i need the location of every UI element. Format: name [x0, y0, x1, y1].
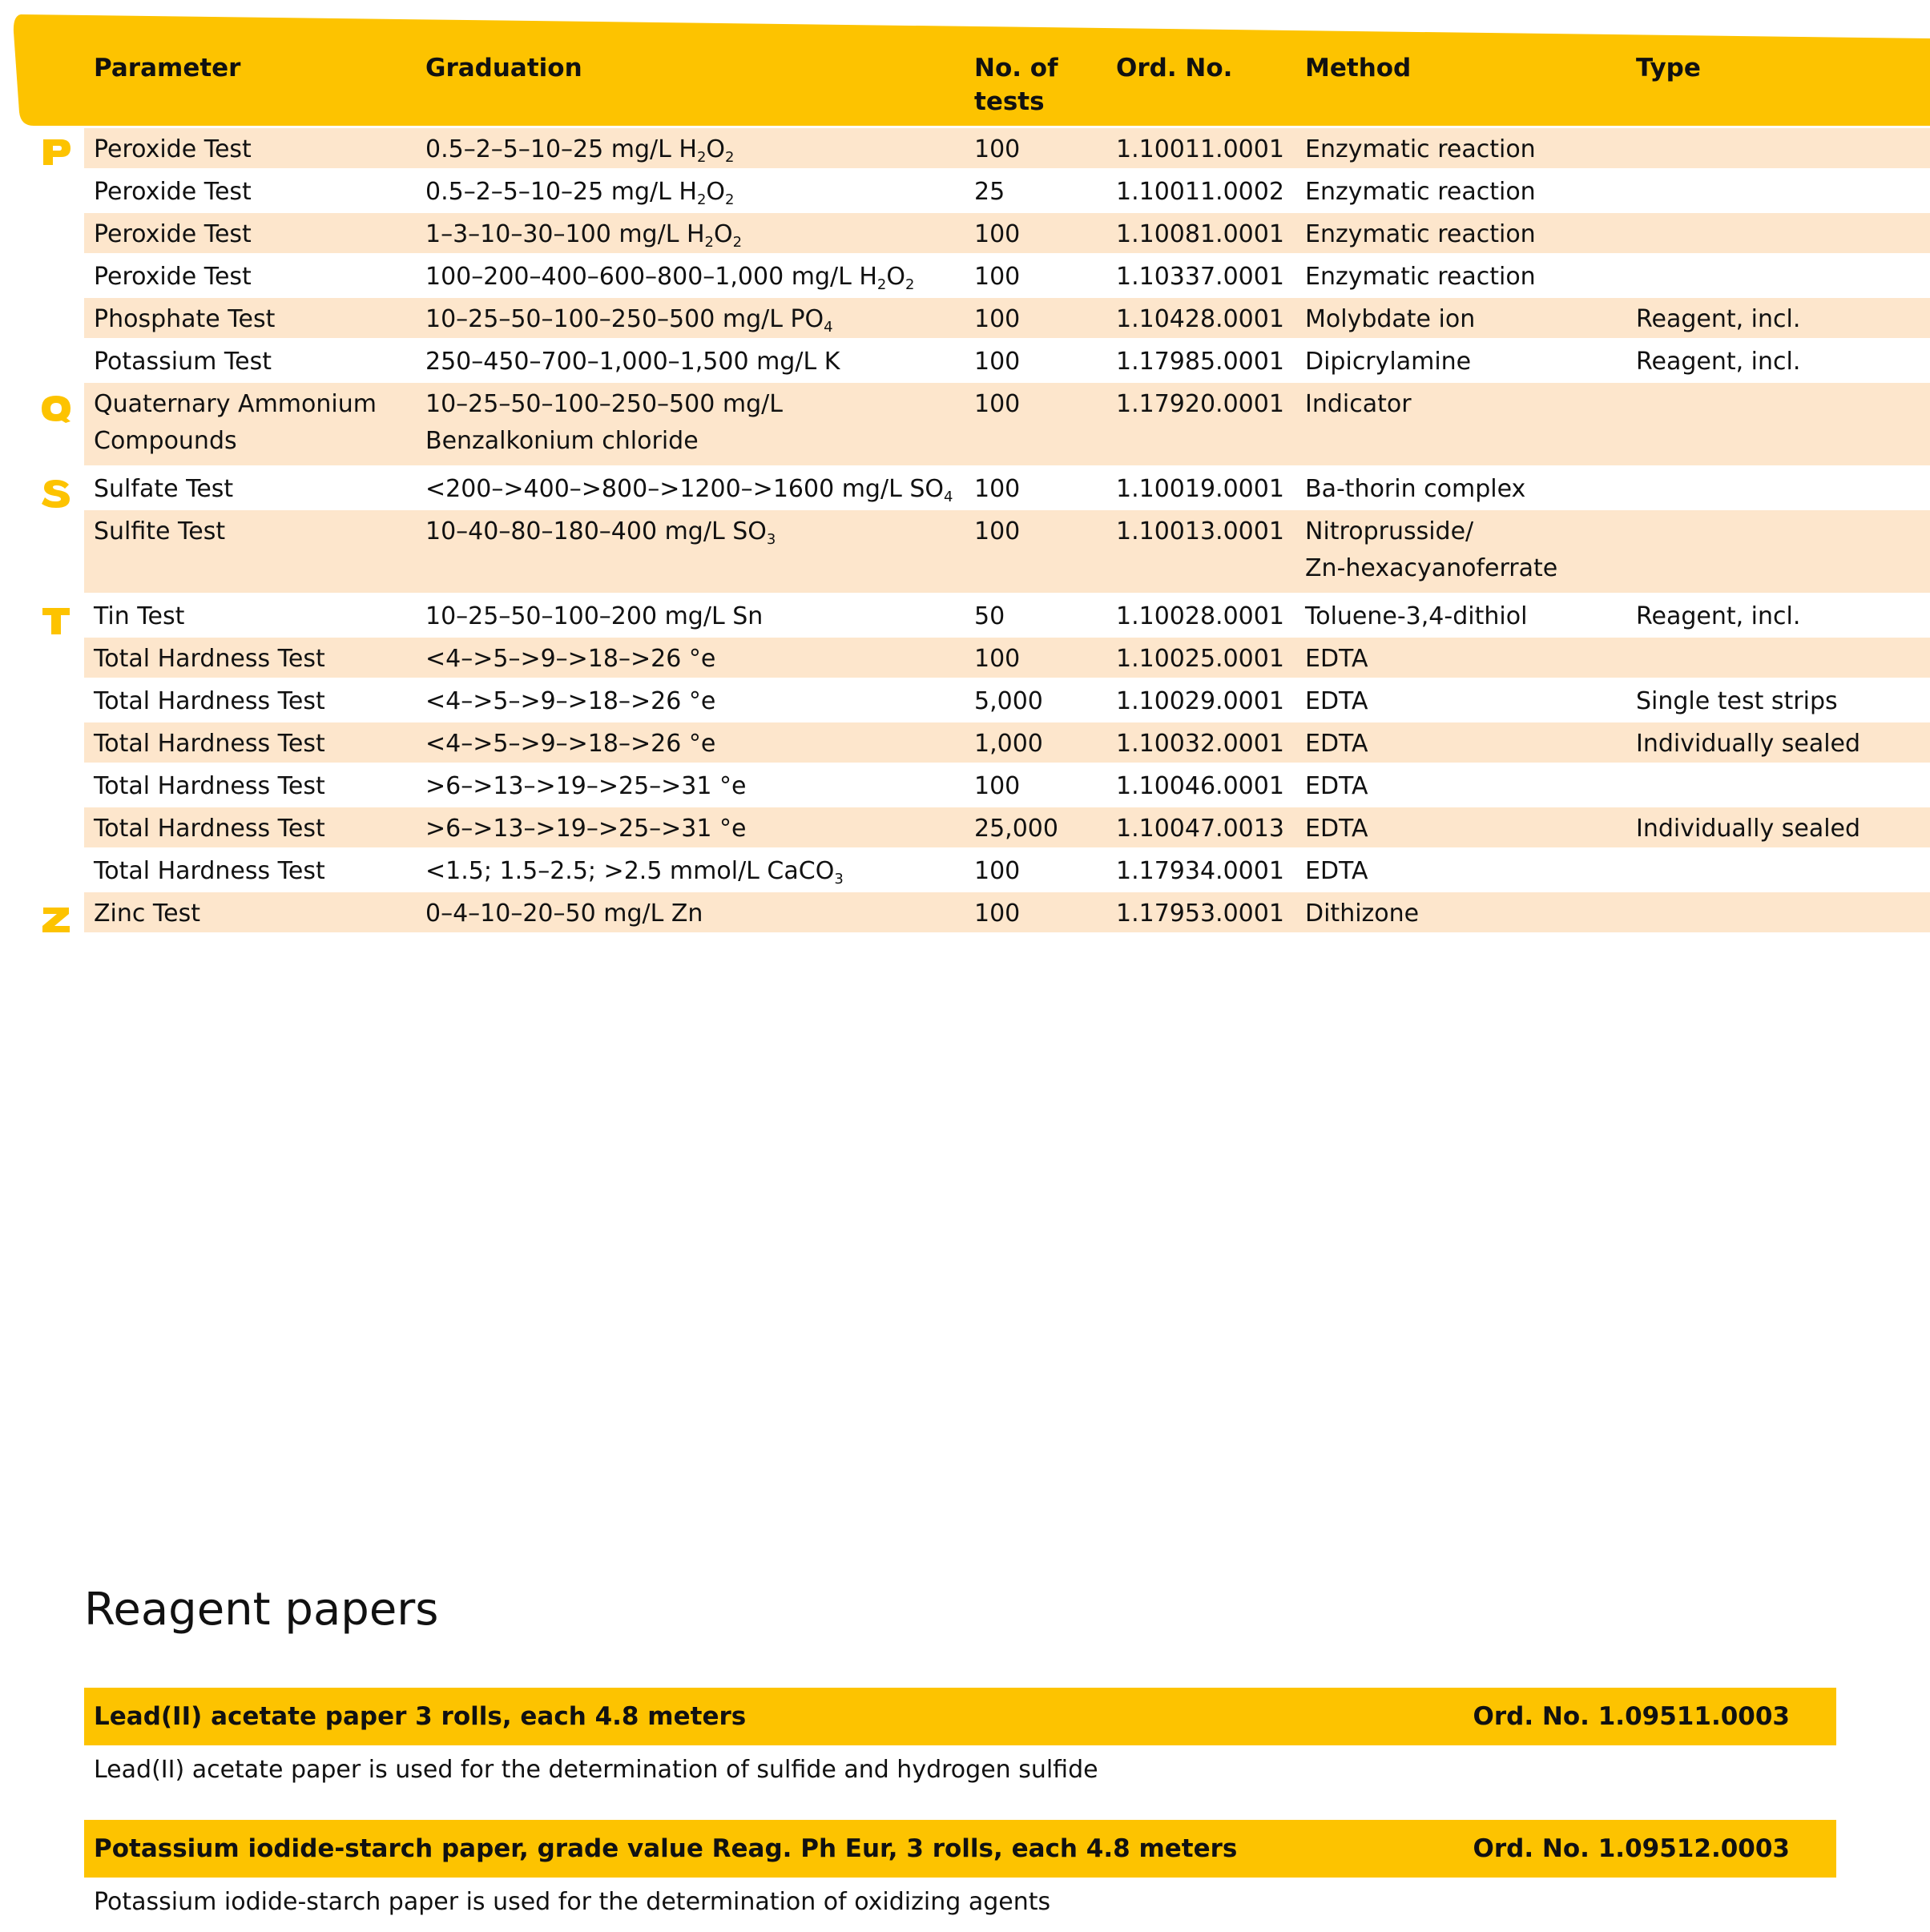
- cell-tests-text: 100: [974, 263, 1021, 291]
- cell-parameter: [94, 811, 325, 847]
- cell-type: [1636, 811, 1860, 847]
- cell-ord-no-text: 1.10025.0001: [1116, 645, 1284, 673]
- cell-graduation: [425, 726, 715, 763]
- cell-ord-no: [1116, 131, 1284, 168]
- graduation-text: <4–>5–>9–>18–>26 °e: [425, 687, 716, 715]
- cell-ord-no-text: 1.10081.0001: [1116, 220, 1284, 248]
- cell-type-text: Single test strips: [1636, 687, 1838, 715]
- table-row: [84, 765, 1930, 805]
- cell-ord-no: [1116, 301, 1284, 338]
- cell-tests-text: 100: [974, 900, 1021, 928]
- cell-method: [1305, 853, 1368, 890]
- cell-graduation: [425, 811, 746, 847]
- cell-parameter-text: Phosphate Test: [94, 305, 276, 333]
- cell-tests-text: 100: [974, 475, 1021, 503]
- cell-ord-no-text: 1.10337.0001: [1116, 263, 1284, 291]
- table-row: [84, 171, 1930, 211]
- cell-method-text: Ba-thorin complex: [1305, 475, 1526, 503]
- cell-tests-text: 100: [974, 772, 1021, 800]
- cell-ord-no-text: 1.17920.0001: [1116, 390, 1284, 418]
- cell-tests: [974, 598, 1005, 635]
- cell-ord-no: [1116, 513, 1284, 550]
- graduation-text: 10–25–50–100–250–500 mg/L PO: [425, 305, 824, 333]
- cell-method-text: EDTA: [1305, 645, 1368, 673]
- cell-parameter: [94, 513, 225, 550]
- cell-parameter: [94, 344, 272, 380]
- cell-type-text: Individually sealed: [1636, 815, 1861, 843]
- cell-method: [1305, 131, 1536, 168]
- graduation-text: 250–450–700–1,000–1,500 mg/L K: [425, 348, 840, 376]
- cell-graduation: [425, 259, 914, 296]
- cell-ord-no-text: 1.10028.0001: [1116, 602, 1284, 630]
- table-header-band: [0, 0, 1930, 128]
- cell-ord-no-text: 1.17934.0001: [1116, 857, 1284, 885]
- header-tests-line2: tests: [974, 87, 1045, 116]
- cell-type: [1636, 726, 1860, 763]
- cell-graduation-line: [425, 471, 953, 508]
- cell-graduation-line2: Benzalkonium chloride: [425, 427, 699, 455]
- cell-type-text: Reagent, incl.: [1636, 348, 1801, 376]
- cell-graduation-line: [425, 598, 763, 635]
- cell-method: [1305, 598, 1527, 635]
- table-row: [84, 595, 1930, 635]
- graduation-subscript: 4: [824, 319, 833, 336]
- cell-method: [1305, 344, 1471, 380]
- cell-tests-text: 100: [974, 857, 1021, 885]
- cell-method: [1305, 641, 1368, 678]
- graduation-subscript: 2: [905, 276, 915, 293]
- cell-method: [1305, 513, 1557, 587]
- cell-ord-no: [1116, 726, 1284, 763]
- cell-tests-text: 100: [974, 135, 1021, 163]
- cell-parameter-text: Total Hardness Test: [94, 815, 325, 843]
- section-letter-p-icon: [40, 136, 72, 168]
- cell-ord-no-text: 1.10029.0001: [1116, 687, 1284, 715]
- cell-method: [1305, 216, 1536, 253]
- graduation-subscript: 2: [696, 191, 707, 208]
- graduation-subscript: 2: [876, 276, 887, 293]
- cell-ord-no-text: 1.10011.0001: [1116, 135, 1284, 163]
- reagent-paper-1-bar: [84, 1688, 1836, 1745]
- cell-method: [1305, 174, 1536, 211]
- header-tests: [974, 51, 1058, 119]
- graduation-text: 100–200–400–600–800–1,000 mg/L H: [425, 263, 877, 291]
- cell-method: [1305, 683, 1368, 720]
- cell-parameter-text: Total Hardness Test: [94, 645, 325, 673]
- cell-ord-no: [1116, 174, 1284, 211]
- cell-type: [1636, 683, 1838, 720]
- cell-ord-no-text: 1.10047.0013: [1116, 815, 1284, 843]
- cell-parameter-text: Total Hardness Test: [94, 730, 325, 758]
- graduation-text-mid: O: [886, 263, 905, 291]
- cell-ord-no: [1116, 896, 1284, 932]
- graduation-subscript: 3: [766, 531, 776, 548]
- header-graduation: Graduation: [425, 54, 582, 83]
- header-tests-line1: No. of: [974, 54, 1058, 83]
- cell-graduation-line: [425, 853, 844, 890]
- cell-ord-no-text: 1.17985.0001: [1116, 348, 1284, 376]
- cell-tests: [974, 896, 1020, 932]
- cell-tests: [974, 216, 1020, 253]
- graduation-subscript: 2: [704, 234, 714, 251]
- cell-method-text: Dipicrylamine: [1305, 348, 1472, 376]
- cell-graduation-line: [425, 344, 840, 380]
- cell-method-text: Enzymatic reaction: [1305, 263, 1536, 291]
- cell-ord-no: [1116, 471, 1284, 508]
- cell-graduation-line: [425, 513, 776, 550]
- graduation-text: 10–25–50–100–200 mg/L Sn: [425, 602, 764, 630]
- cell-parameter-text: Quaternary Ammonium: [94, 390, 377, 418]
- cell-graduation: [425, 598, 763, 635]
- cell-parameter: [94, 471, 233, 508]
- graduation-text: >6–>13–>19–>25–>31 °e: [425, 815, 747, 843]
- cell-type-text: Reagent, incl.: [1636, 602, 1801, 630]
- table-row: [84, 340, 1930, 380]
- cell-graduation-line: [425, 259, 914, 296]
- cell-graduation: [425, 131, 734, 168]
- table-row: [84, 807, 1930, 847]
- cell-method-text: EDTA: [1305, 730, 1368, 758]
- cell-parameter-text: Sulfate Test: [94, 475, 234, 503]
- cell-parameter: [94, 598, 184, 635]
- cell-tests-text: 100: [974, 390, 1021, 418]
- cell-method: [1305, 896, 1419, 932]
- cell-graduation-line: [425, 896, 703, 932]
- cell-parameter: [94, 896, 200, 932]
- graduation-text: 10–40–80–180–400 mg/L SO: [425, 517, 767, 545]
- cell-ord-no-text: 1.10013.0001: [1116, 517, 1284, 545]
- cell-graduation: [425, 301, 833, 338]
- cell-parameter: [94, 641, 325, 678]
- cell-graduation: [425, 513, 776, 550]
- cell-method-text-line2: Zn-hexacyanoferrate: [1305, 554, 1558, 582]
- cell-graduation: [425, 344, 840, 380]
- table-row: [84, 128, 1930, 168]
- cell-graduation-line: [425, 811, 746, 847]
- cell-method-text: EDTA: [1305, 815, 1368, 843]
- reagent-paper-2-bar: [84, 1820, 1836, 1878]
- cell-parameter-text: Total Hardness Test: [94, 857, 325, 885]
- cell-graduation: [425, 386, 783, 460]
- cell-parameter: [94, 259, 252, 296]
- cell-type: [1636, 344, 1800, 380]
- cell-graduation-line: [425, 174, 734, 211]
- cell-tests-text: 50: [974, 602, 1005, 630]
- cell-method-text: EDTA: [1305, 687, 1368, 715]
- table-row: [84, 722, 1930, 763]
- cell-method: [1305, 259, 1536, 296]
- cell-graduation: [425, 641, 715, 678]
- cell-tests: [974, 726, 1043, 763]
- graduation-text: 0–4–10–20–50 mg/L Zn: [425, 900, 703, 928]
- cell-parameter-text: Total Hardness Test: [94, 772, 325, 800]
- cell-tests: [974, 683, 1043, 720]
- cell-parameter-text: Peroxide Test: [94, 220, 252, 248]
- cell-tests-text: 100: [974, 517, 1021, 545]
- cell-parameter-text-line2: Compounds: [94, 427, 237, 455]
- cell-method-text: Molybdate ion: [1305, 305, 1476, 333]
- section-letter-s-icon: [40, 477, 72, 509]
- cell-type: [1636, 301, 1800, 338]
- cell-ord-no: [1116, 598, 1284, 635]
- cell-graduation-line: [425, 131, 734, 168]
- cell-parameter: [94, 768, 325, 805]
- table-row: [84, 256, 1930, 296]
- cell-method: [1305, 726, 1368, 763]
- cell-tests-text: 1,000: [974, 730, 1043, 758]
- table-row: [84, 638, 1930, 678]
- cell-graduation: [425, 896, 703, 932]
- cell-method-text: EDTA: [1305, 772, 1368, 800]
- graduation-text: <4–>5–>9–>18–>26 °e: [425, 645, 716, 673]
- cell-tests: [974, 174, 1005, 211]
- cell-tests: [974, 259, 1020, 296]
- graduation-subscript: 2: [696, 149, 707, 166]
- cell-parameter: [94, 853, 325, 890]
- cell-type-text: Individually sealed: [1636, 730, 1861, 758]
- cell-graduation-line: [425, 641, 715, 678]
- cell-tests: [974, 344, 1020, 380]
- cell-method: [1305, 768, 1368, 805]
- table-row: [84, 383, 1930, 465]
- cell-ord-no: [1116, 853, 1284, 890]
- header-ord-no: Ord. No.: [1116, 54, 1233, 83]
- reagent-paper-2-description: Potassium iodide-starch paper is used for the determination of oxidizing agents: [94, 1888, 1051, 1916]
- cell-ord-no: [1116, 683, 1284, 720]
- reagent-paper-1-description: Lead(II) acetate paper is used for the determination of sulfide and hydrogen sulfide: [94, 1756, 1098, 1784]
- cell-tests: [974, 768, 1020, 805]
- cell-graduation: [425, 174, 734, 211]
- cell-graduation: [425, 768, 746, 805]
- cell-tests: [974, 513, 1020, 550]
- graduation-text-mid: O: [713, 220, 733, 248]
- header-type: Type: [1636, 54, 1701, 83]
- cell-ord-no: [1116, 641, 1284, 678]
- reagent-paper-1-name: Lead(II) acetate paper 3 rolls, each 4.8 meters: [94, 1702, 747, 1731]
- cell-parameter-text: Tin Test: [94, 602, 185, 630]
- cell-method-text: Enzymatic reaction: [1305, 135, 1536, 163]
- graduation-text-mid: O: [706, 178, 726, 206]
- cell-parameter: [94, 131, 252, 168]
- cell-parameter: [94, 683, 325, 720]
- cell-parameter-text: Sulfite Test: [94, 517, 226, 545]
- graduation-text: <200–>400–>800–>1200–>1600 mg/L SO: [425, 475, 944, 503]
- cell-type-text: Reagent, incl.: [1636, 305, 1801, 333]
- cell-parameter-text: Zinc Test: [94, 900, 201, 928]
- table-row: [84, 213, 1930, 253]
- cell-method-text: Toluene-3,4-dithiol: [1305, 602, 1528, 630]
- cell-graduation: [425, 471, 953, 508]
- graduation-text: <4–>5–>9–>18–>26 °e: [425, 730, 716, 758]
- cell-graduation-line: [425, 301, 833, 338]
- cell-tests: [974, 131, 1020, 168]
- cell-type: [1636, 598, 1800, 635]
- cell-parameter: [94, 301, 275, 338]
- cell-ord-no-text: 1.10428.0001: [1116, 305, 1284, 333]
- reagent-paper-1-ord: Ord. No. 1.09511.0003: [1473, 1702, 1790, 1731]
- section-letter-q-icon: [40, 392, 72, 425]
- cell-graduation: [425, 683, 715, 720]
- cell-tests: [974, 386, 1020, 423]
- cell-parameter: [94, 386, 377, 460]
- cell-tests: [974, 853, 1020, 890]
- graduation-subscript: 3: [834, 871, 844, 888]
- cell-parameter: [94, 216, 252, 253]
- graduation-text-mid: O: [706, 135, 726, 163]
- cell-tests-text: 100: [974, 305, 1021, 333]
- header-parameter: Parameter: [94, 54, 241, 83]
- cell-parameter-text: Peroxide Test: [94, 178, 252, 206]
- graduation-subscript: 2: [732, 234, 743, 251]
- cell-tests-text: 25: [974, 178, 1005, 206]
- cell-graduation-line: [425, 216, 742, 253]
- cell-method: [1305, 301, 1475, 338]
- graduation-text: 1–3–10–30–100 mg/L H: [425, 220, 705, 248]
- cell-ord-no: [1116, 344, 1284, 380]
- cell-method-text: EDTA: [1305, 857, 1368, 885]
- cell-ord-no-text: 1.17953.0001: [1116, 900, 1284, 928]
- table-row: [84, 298, 1930, 338]
- cell-ord-no-text: 1.10011.0002: [1116, 178, 1284, 206]
- cell-parameter-text: Total Hardness Test: [94, 687, 325, 715]
- reagent-papers-title: Reagent papers: [84, 1584, 439, 1636]
- cell-tests-text: 100: [974, 220, 1021, 248]
- table-row: [84, 680, 1930, 720]
- cell-method: [1305, 386, 1412, 423]
- cell-graduation-line: [425, 726, 715, 763]
- cell-graduation-line: [425, 768, 746, 805]
- reagent-paper-2-ord: Ord. No. 1.09512.0003: [1473, 1834, 1790, 1863]
- cell-tests: [974, 471, 1020, 508]
- table-row: [84, 892, 1930, 932]
- graduation-text: 10–25–50–100–250–500 mg/L: [425, 390, 783, 418]
- cell-graduation: [425, 853, 844, 890]
- cell-method-text: Enzymatic reaction: [1305, 178, 1536, 206]
- cell-tests: [974, 641, 1020, 678]
- cell-parameter-text: Peroxide Test: [94, 135, 252, 163]
- cell-method: [1305, 471, 1525, 508]
- cell-parameter-text: Potassium Test: [94, 348, 272, 376]
- cell-tests: [974, 301, 1020, 338]
- cell-ord-no: [1116, 259, 1284, 296]
- cell-method-text: Indicator: [1305, 390, 1412, 418]
- cell-method-text: Enzymatic reaction: [1305, 220, 1536, 248]
- graduation-subscript: 2: [725, 191, 735, 208]
- cell-method-text: Nitroprusside/: [1305, 517, 1474, 545]
- cell-ord-no-text: 1.10046.0001: [1116, 772, 1284, 800]
- graduation-subscript: 2: [725, 149, 735, 166]
- graduation-text: <1.5; 1.5–2.5; >2.5 mmol/L CaCO: [425, 857, 835, 885]
- cell-ord-no: [1116, 768, 1284, 805]
- header-method: Method: [1305, 54, 1412, 83]
- cell-graduation-line: [425, 386, 783, 423]
- cell-ord-no-text: 1.10032.0001: [1116, 730, 1284, 758]
- cell-tests: [974, 811, 1058, 847]
- graduation-text: >6–>13–>19–>25–>31 °e: [425, 772, 747, 800]
- table-row: [84, 850, 1930, 890]
- cell-parameter-text: Peroxide Test: [94, 263, 252, 291]
- cell-tests-text: 100: [974, 645, 1021, 673]
- cell-parameter: [94, 174, 252, 211]
- cell-tests-text: 100: [974, 348, 1021, 376]
- section-letter-z-icon: [40, 904, 72, 936]
- reagent-paper-2-name: Potassium iodide-starch paper, grade value Reag. Ph Eur, 3 rolls, each 4.8 meters: [94, 1834, 1238, 1863]
- graduation-text: 0.5–2–5–10–25 mg/L H: [425, 178, 697, 206]
- table-row: [84, 510, 1930, 593]
- cell-ord-no: [1116, 216, 1284, 253]
- cell-ord-no: [1116, 811, 1284, 847]
- cell-method: [1305, 811, 1368, 847]
- cell-method-text: Dithizone: [1305, 900, 1420, 928]
- cell-tests-text: 5,000: [974, 687, 1043, 715]
- cell-parameter: [94, 726, 325, 763]
- graduation-subscript: 4: [943, 489, 953, 505]
- section-letter-t-icon: [40, 605, 72, 637]
- table-row: [84, 468, 1930, 508]
- cell-graduation: [425, 216, 742, 253]
- cell-tests-text: 25,000: [974, 815, 1058, 843]
- graduation-text: 0.5–2–5–10–25 mg/L H: [425, 135, 697, 163]
- cell-graduation-line: [425, 683, 715, 720]
- cell-ord-no-text: 1.10019.0001: [1116, 475, 1284, 503]
- cell-ord-no: [1116, 386, 1284, 423]
